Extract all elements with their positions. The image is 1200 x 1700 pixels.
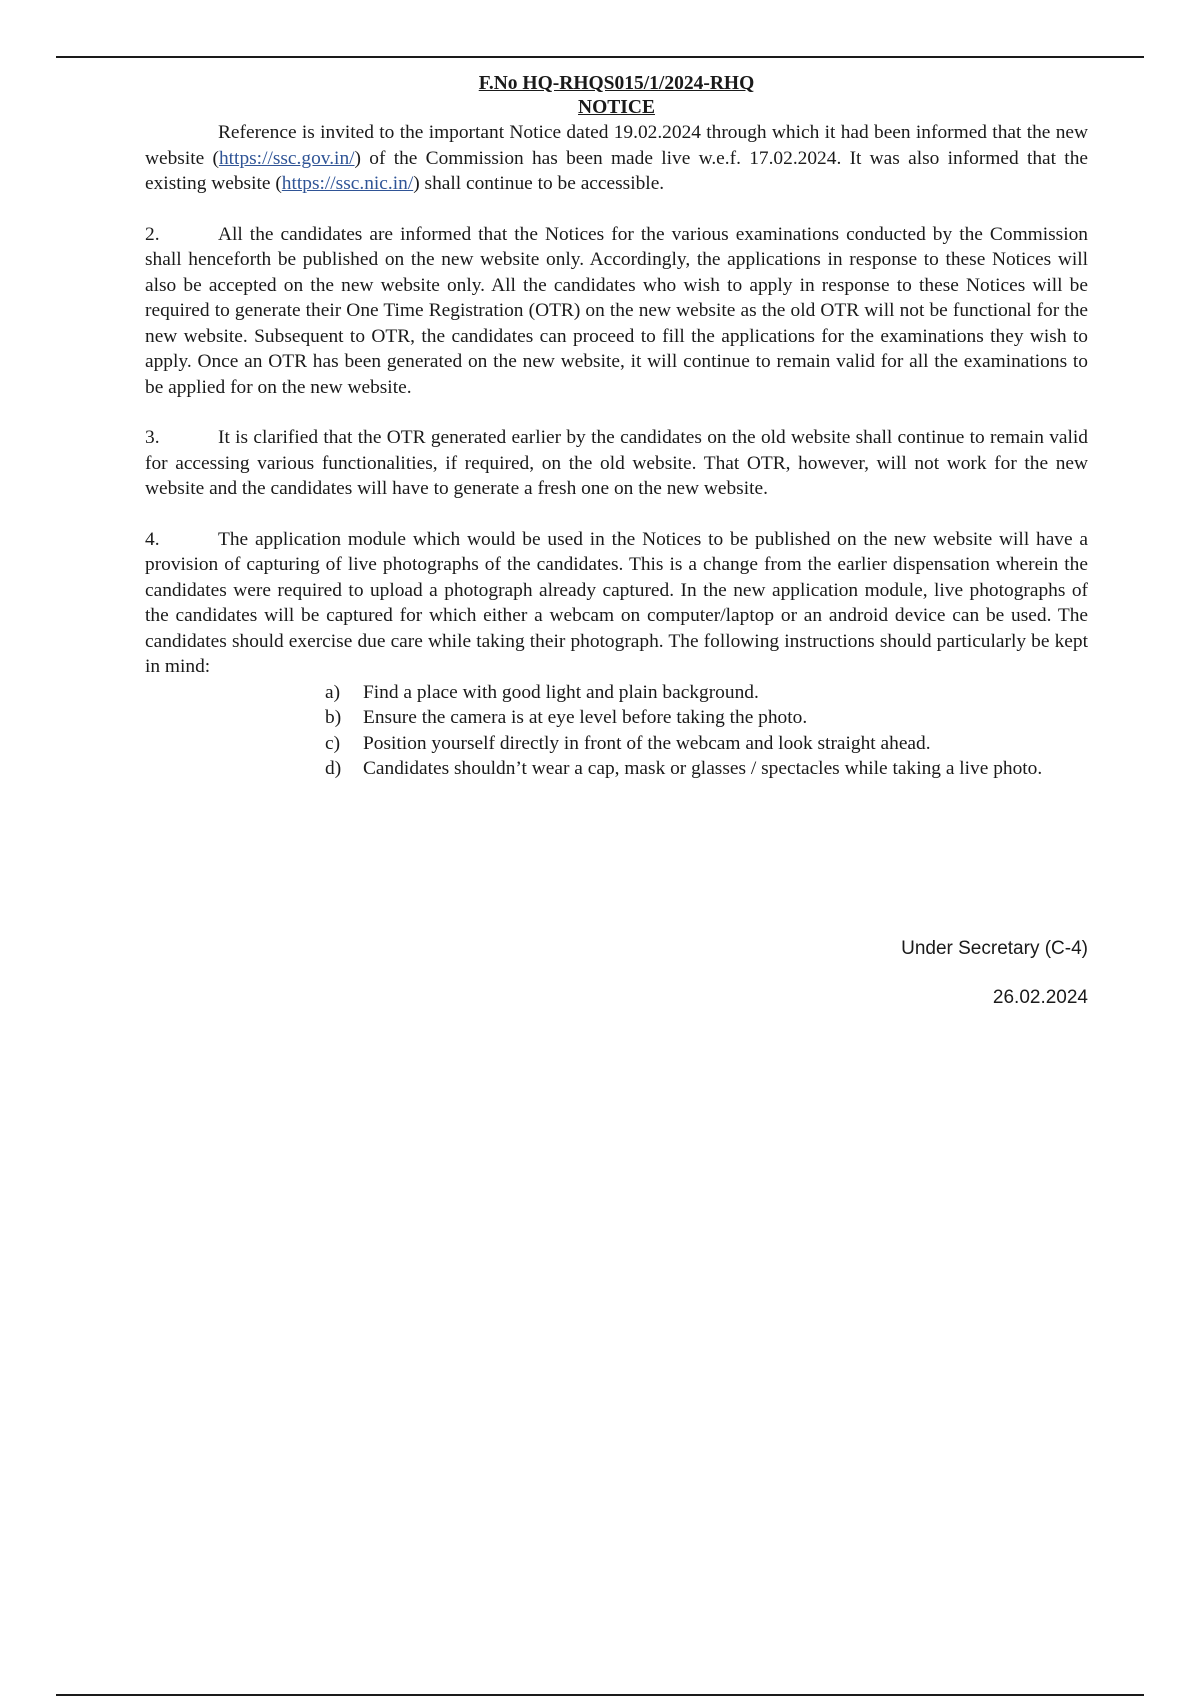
paragraph-2-text: All the candidates are informed that the Notices for the various examinations conducted by the Commission shall henceforth be published on the new website only. Accordingly, the applications in response to these Notices will also be accepted on the new website only. All the candidates who wish to apply in response to these Notices will be required to generate their One Time Registration (OTR) on the new website as the old OTR will not be functional for the new website. Subsequent to OTR, the candidates can proceed to fill the applications for the examinations they wish to apply. Once an OTR has been generated on the new website, it will continue to remain valid for all the examinations to be applied for on the new website. <box>145 223 1088 398</box>
bottom-rule <box>56 1694 1144 1696</box>
paragraph-gap <box>145 502 1088 527</box>
paragraph-3 <box>145 425 1088 502</box>
list-item <box>325 680 1088 706</box>
list-item-marker: a) <box>325 681 341 703</box>
list-item <box>325 731 1088 757</box>
old-website-link[interactable]: https://ssc.nic.in/ <box>281 173 414 194</box>
paragraph-1-text-a: Reference is invited to the important Notice dated 19.02.2024 through which it had been informed that the new website ( <box>145 122 1088 169</box>
notice-body <box>145 72 1088 782</box>
list-item-text: Ensure the camera is at eye level before taking the photo. <box>363 707 808 728</box>
file-number: F.No HQ-RHQS015/1/2024-RHQ <box>478 73 755 94</box>
paragraph-2 <box>145 222 1088 401</box>
new-website-link[interactable]: https://ssc.gov.in/ <box>218 147 355 169</box>
paragraph-4-text: The application module which would be used in the Notices to be published on the new website will have a provision of capturing of live photographs of the candidates. This is a change from the earlier dispensation wherein the candidates were required to upload a photograph already captured. In the new application module, live photographs of the candidates will be captured for which either a webcam on computer/laptop or an android device can be used. The candidates should exercise due care while taking their photograph. The following instructions should particularly be kept in mind: <box>145 528 1088 677</box>
photo-instructions-list <box>325 680 1088 782</box>
signoff-date: 26.02.2024 <box>992 987 1088 1008</box>
paragraph-2-number: 2. <box>145 223 160 245</box>
paragraph-1-text-b: ) of the Commission has been made live w.e.f. 17.02.2024. It was also informed that the existing website ( <box>145 147 1088 194</box>
paragraph-3-text: It is clarified that the OTR generated earlier by the candidates on the old website shall continue to remain valid for accessing various functionalities, if required, on the old website. That OTR, however, will not work for the new website and the candidates will have to generate a fresh one on the new website. <box>145 427 1088 499</box>
list-item-text: Candidates shouldn’t wear a cap, mask or glasses / spectacles while taking a live photo. <box>363 758 1043 779</box>
list-item-text: Find a place with good light and plain background. <box>363 681 759 703</box>
top-rule <box>56 56 1144 58</box>
paragraph-1 <box>145 120 1088 197</box>
list-item-marker: b) <box>325 707 342 728</box>
paragraph-1-text-c: ) shall continue to be accessible. <box>413 173 665 194</box>
list-item-marker: d) <box>325 758 342 779</box>
paragraph-gap <box>145 400 1088 425</box>
list-item-text: Position yourself directly in front of the webcam and look straight ahead. <box>363 732 931 754</box>
paragraph-gap <box>145 197 1088 222</box>
list-item <box>325 705 1088 731</box>
paragraph-4 <box>145 527 1088 680</box>
list-item-marker: c) <box>325 732 341 754</box>
list-item <box>325 756 1088 782</box>
paragraph-4-number: 4. <box>145 528 160 550</box>
paragraph-3-number: 3. <box>145 427 160 448</box>
signatory-designation: Under Secretary (C-4) <box>901 938 1088 959</box>
notice-title: NOTICE <box>578 97 655 118</box>
